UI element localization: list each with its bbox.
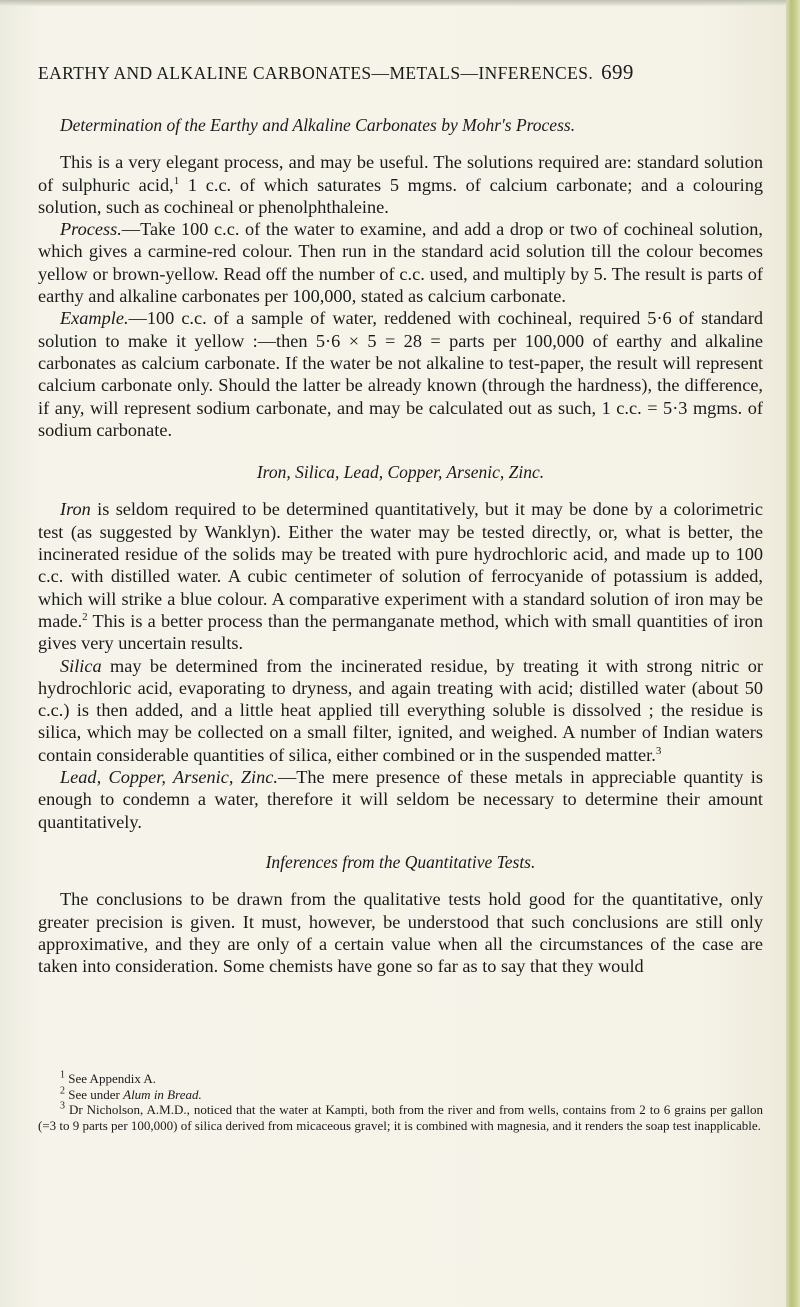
footnote-3: $^3$ Dr Nicholson, A.M.D., noticed that the water at Kampti, both from the river and from wells, contains from 2 to 6 grains per gallon (=3 to 9 parts per 100,000) of silica derived from micaceous gravel; it is combined with magnesia, and it renders the soap test inapplicable. <box>38 1100 764 1133</box>
running-title: EARTHY AND ALKALINE CARBONATES—METALS—INFERENCES. <box>38 63 594 83</box>
paragraph-iron: Iron is seldom required to be determined quantitatively, but it may be done by a colorimetric test (as suggested by Wanklyn). Either the water may be tested directly, or, what is better, the incinerated residue of the solids may be treated with pure hydrochloric acid, and made up to 100 c.c. with distilled water. A cubic centimeter of solution of ferrocyanide of potassium is added, which will strike a blue colour. A comparative experiment with a standard solution of iron may be made.$^2$ This is a better process than the permanganate method, which with small quantities of iron gives very uncertain results. <box>38 499 763 654</box>
silica-label: Silica <box>60 655 102 676</box>
lead-label: Lead, Copper, Arsenic, Zinc. <box>60 767 278 788</box>
section-heading-carbonates: Determination of the Earthy and Alkaline Carbonates by Mohr's Process. <box>60 115 576 135</box>
page-number: 699 <box>601 60 634 84</box>
paragraph-inferences: The conclusions to be drawn from the qualitative tests hold good for the quantitative, only greater precision is given. It must, however, be understood that such conclusions are still only approximative, and they are only of a certain value when all the circumstances of the case are taken into consideration. Some chemists have gone so far as to say that they would <box>38 889 763 977</box>
section-heading-inferences: Inferences from the Quantitative Tests. <box>265 851 536 872</box>
page-right-edge <box>786 0 800 1307</box>
footnote-2-ref-title: Alum in Bread. <box>123 1086 202 1102</box>
footnotes <box>38 1071 763 1133</box>
footnote-ref-2[interactable]: 2 <box>82 610 88 623</box>
paragraph-lead: Lead, Copper, Arsenic, Zinc.—The mere presence of these metals in appreciable quantity is enough to condemn a water, therefore it will seldom be necessary to determine their amount quantitatively. <box>38 767 764 832</box>
example-label: Example. <box>60 308 129 329</box>
running-head <box>38 60 758 85</box>
page-top-edge <box>0 0 786 6</box>
footnote-ref-1[interactable]: 1 <box>173 174 180 187</box>
footnote-1: $^1$ See Appendix A. <box>60 1069 156 1086</box>
process-label: Process. <box>60 219 122 240</box>
paragraph-silica: Silica may be determined from the incinerated residue, by treating it with strong nitric or hydrochloric acid, evaporating to dryness, and again treating with acid; distilled water (about 50 c.c.) is then added, and a little heat applied till everything soluble is dissolved ; the residue is silica, which may be collected on a small filter, ignited, and weighed. A number of Indian waters contain considerable quantities of silica, either combined or in the suspended matter.$^3$ <box>38 655 763 765</box>
footnote-ref-3[interactable]: 3 <box>655 744 662 757</box>
section-heading-metals: Iron, Silica, Lead, Copper, Arsenic, Zinc. <box>256 462 545 483</box>
paragraph-example: Example.—100 c.c. of a sample of water, reddened with cochineal, required 5·6 of standard solution to make it yellow :—then 5·6 × 5 = 28 = parts per 100,000 of earthy and alkaline carbonates as calcium carbonate. If the water be not alkaline to test-paper, the result will represent calcium carbonate only. Should the latter be already known (through the hardness), the difference, if any, will represent sodium carbonate, and may be calculated out as such, 1 c.c. = 5·3 mgms. of sodium carbonate. <box>38 308 763 440</box>
page-body <box>38 114 763 977</box>
paragraph-process: Process.—Take 100 c.c. of the water to examine, and add a drop or two of cochineal solution, which gives a carmine-red colour. Then run in the standard acid solution till the colour becomes yellow or brown-yellow. Read off the number of c.c. used, and multiply by 5. The result is parts of earthy and alkaline carbonates per 100,000, stated as calcium carbonate. <box>38 219 763 307</box>
footnote-2: $^2$ See under Alum in Bread. <box>60 1085 202 1102</box>
paragraph-intro: This is a very elegant process, and may be useful. The solutions required are: standard solution of sulphuric acid,$^1$ 1 c.c. of which saturates 5 mgms. of calcium carbonate; and a colouring solution, such as cochineal or phenolphthaleine. <box>38 152 763 217</box>
iron-label: Iron <box>60 499 91 520</box>
